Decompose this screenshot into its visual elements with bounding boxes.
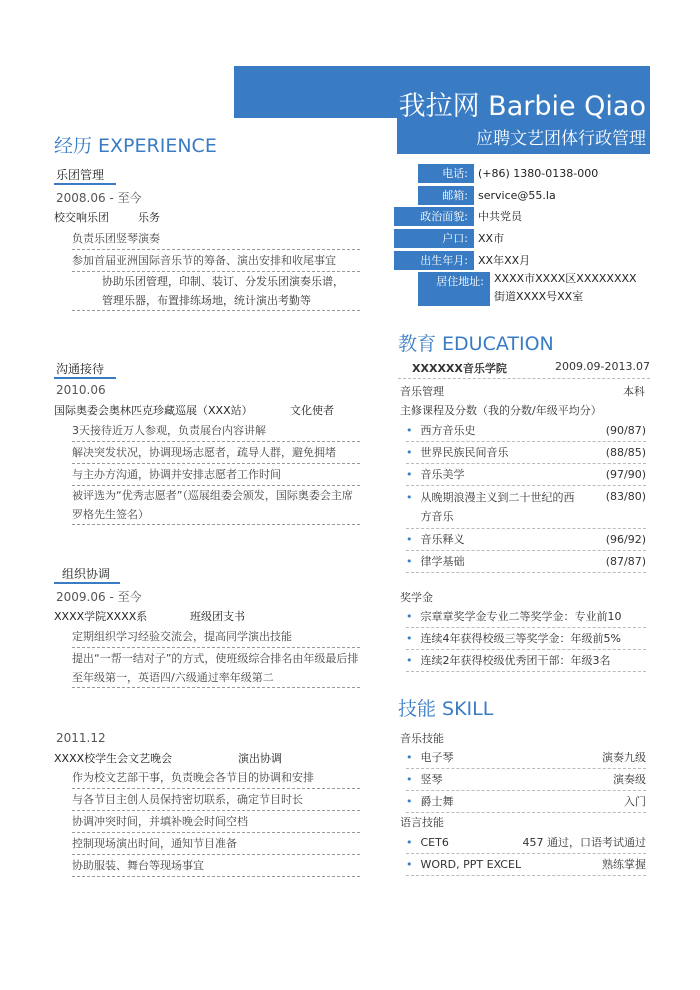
skill-name: 竖琴: [420, 773, 443, 786]
role: 乐务: [138, 211, 160, 224]
skill-level: 演奏九级: [602, 751, 646, 764]
bullet-icon: •: [406, 491, 413, 504]
award-item: [406, 606, 646, 628]
duty-item: 协助乐团管理，印制、装订、分发乐团演奏乐谱，: [102, 275, 344, 288]
skill-item: [406, 747, 646, 769]
bullet-icon: •: [406, 751, 413, 764]
duty-item: 与各节目主创人员保持密切联系，确定节目时长: [72, 789, 360, 811]
date: 2009.06 - 至今: [56, 590, 142, 604]
contact-label: 电话:: [418, 164, 474, 183]
contact-label: 居住地址:: [418, 272, 490, 306]
subheading-band: 乐团管理: [56, 168, 105, 182]
course-score: (90/87): [605, 424, 646, 437]
date: 2008.06 - 至今: [56, 191, 142, 205]
duty-item-group: [72, 272, 360, 311]
bullet-icon: •: [406, 610, 413, 623]
subheading-underline: [54, 183, 116, 185]
subheading-underline: [54, 582, 120, 584]
award-text: 连续4年获得校级三等奖学金：年级前5%: [420, 632, 621, 645]
skill-item: [406, 769, 646, 791]
bullet-icon: •: [406, 654, 413, 667]
bullet-icon: •: [406, 836, 413, 849]
subheading-underline: [54, 377, 116, 379]
role: 文化使者: [290, 404, 334, 417]
duty-item: 协调冲突时间，并填补晚会时间空档: [72, 811, 360, 833]
skill-level: 演奏级: [613, 773, 646, 786]
course-item: [406, 486, 646, 529]
course-score: (97/90): [605, 468, 646, 481]
duty-item: 被评选为“优秀志愿者”（巡展组委会颁发，国际奥委会主席罗格先生签名）: [72, 486, 360, 525]
email-value: service@55.la: [478, 189, 556, 202]
bullet-icon: •: [406, 533, 413, 546]
bullet-icon: •: [406, 424, 413, 437]
bullet-icon: •: [406, 468, 413, 481]
course-item: [406, 420, 646, 442]
experience-heading: 经历 EXPERIENCE: [54, 135, 217, 157]
award-item: [406, 628, 646, 650]
bullet-icon: •: [406, 773, 413, 786]
awards-label: 奖学金: [400, 591, 433, 604]
course-item: [406, 464, 646, 486]
school-name: XXXXXX音乐学院: [412, 362, 507, 375]
organization: XXXX校学生会文艺晚会: [54, 752, 173, 765]
subheading-organize: 组织协调: [62, 567, 111, 581]
birth-value: XX年XX月: [478, 254, 531, 267]
divider: [398, 377, 650, 379]
duty-item: 参加首届亚洲国际音乐节的筹备、演出安排和收尾事宜: [72, 250, 360, 272]
duty-item: 协助服装、舞台等现场事宜: [72, 855, 360, 877]
address-value: XXXX市XXXX区XXXXXXXX街道XXXX号XX室: [494, 272, 637, 303]
skill-item: [406, 854, 646, 876]
date: 2010.06: [56, 383, 106, 397]
skill-item: [406, 791, 646, 813]
course-score: (96/92): [605, 533, 646, 546]
course-name: 西方音乐史: [420, 424, 476, 437]
contact-label: 户口:: [394, 229, 474, 248]
language-skill-list: [406, 832, 646, 876]
bullet-icon: •: [406, 632, 413, 645]
course-name: 从晚期浪漫主义到二十世纪的西方音乐: [420, 491, 575, 523]
course-score: (87/87): [605, 555, 646, 568]
date: 2011.12: [56, 731, 106, 745]
course-name: 律学基础: [420, 555, 465, 568]
bullet-icon: •: [406, 446, 413, 459]
candidate-name: 我拉网 Barbie Qiao: [398, 91, 646, 122]
duty-item: 管理乐器，布置排练场地，统计演出考勤等: [102, 294, 311, 307]
skill-level: 入门: [624, 795, 646, 808]
politics-value: 中共党员: [478, 210, 522, 223]
skill-name: 电子琴: [420, 751, 454, 764]
duty-item: 3天接待近万人参观，负责展台内容讲解: [72, 420, 360, 442]
organization: XXXX学院XXXX系: [54, 610, 148, 623]
music-skills-label: 音乐技能: [400, 732, 444, 745]
major: 音乐管理: [400, 385, 444, 398]
course-name: 音乐美学: [420, 468, 465, 481]
course-item: [406, 529, 646, 551]
duty-item: 解决突发状况，协调现场志愿者，疏导人群，避免拥堵: [72, 442, 360, 464]
bullet-icon: •: [406, 555, 413, 568]
study-period: 2009.09-2013.07: [555, 360, 650, 373]
contact-label: 出生年月:: [394, 251, 474, 270]
role: 班级团支书: [190, 610, 245, 623]
phone-value: (+86) 1380-0138-000: [478, 167, 599, 180]
award-item: [406, 650, 646, 672]
job-title: 应聘文艺团体行政管理: [476, 129, 646, 149]
duty-item: 定期组织学习经验交流会，提高同学演出技能: [72, 626, 360, 648]
duty-item: 作为校文艺部干事，负责晚会各节目的协调和安排: [72, 767, 360, 789]
course-score: (83/80): [605, 490, 646, 503]
skill-level: 熟练掌握: [602, 858, 646, 871]
bullet-icon: •: [406, 858, 413, 871]
award-text: 连续2年获得校级优秀团干部：年级3名: [420, 654, 611, 667]
degree: 本科: [623, 385, 645, 398]
award-text: 宗章章奖学金专业二等奖学金：专业前10: [420, 610, 622, 623]
organization: 校交响乐团: [54, 211, 109, 224]
course-score: (88/85): [605, 446, 646, 459]
skill-heading: 技能 SKILL: [398, 698, 494, 720]
subheading-communication: 沟通接待: [56, 362, 105, 376]
language-skills-label: 语言技能: [400, 816, 444, 829]
course-item: [406, 551, 646, 573]
skill-name: CET6: [420, 836, 449, 849]
duty-item: 提出“一帮一结对子”的方式，使班级综合排名由年级最后排至年级第一，英语四/六级通过率年级第二: [72, 649, 360, 688]
award-list: [406, 606, 646, 672]
skill-level: 457 通过，口语考试通过: [522, 836, 646, 849]
skill-item: [406, 832, 646, 854]
course-name: 音乐释义: [420, 533, 465, 546]
duty-item: 控制现场演出时间，通知节目准备: [72, 833, 360, 855]
contact-label: 政治面貌:: [394, 207, 474, 226]
skill-name: 爵士舞: [420, 795, 454, 808]
hukou-value: XX市: [478, 232, 505, 245]
skill-name: WORD, PPT EXCEL: [420, 858, 522, 871]
course-name: 世界民族民间音乐: [420, 446, 509, 459]
duty-item: 与主办方沟通，协调并安排志愿者工作时间: [72, 464, 360, 486]
course-list: [406, 420, 646, 573]
music-skill-list: [406, 747, 646, 813]
bullet-icon: •: [406, 795, 413, 808]
organization: 国际奥委会奥林匹克珍藏巡展（XXX站）: [54, 404, 253, 417]
course-item: [406, 442, 646, 464]
role: 演出协调: [238, 752, 282, 765]
education-heading: 教育 EDUCATION: [398, 333, 554, 355]
duty-item: 负责乐团竖琴演奏: [72, 228, 360, 250]
contact-label: 邮箱:: [418, 186, 474, 205]
courses-label: 主修课程及分数（我的分数/年级平均分）: [400, 404, 602, 417]
